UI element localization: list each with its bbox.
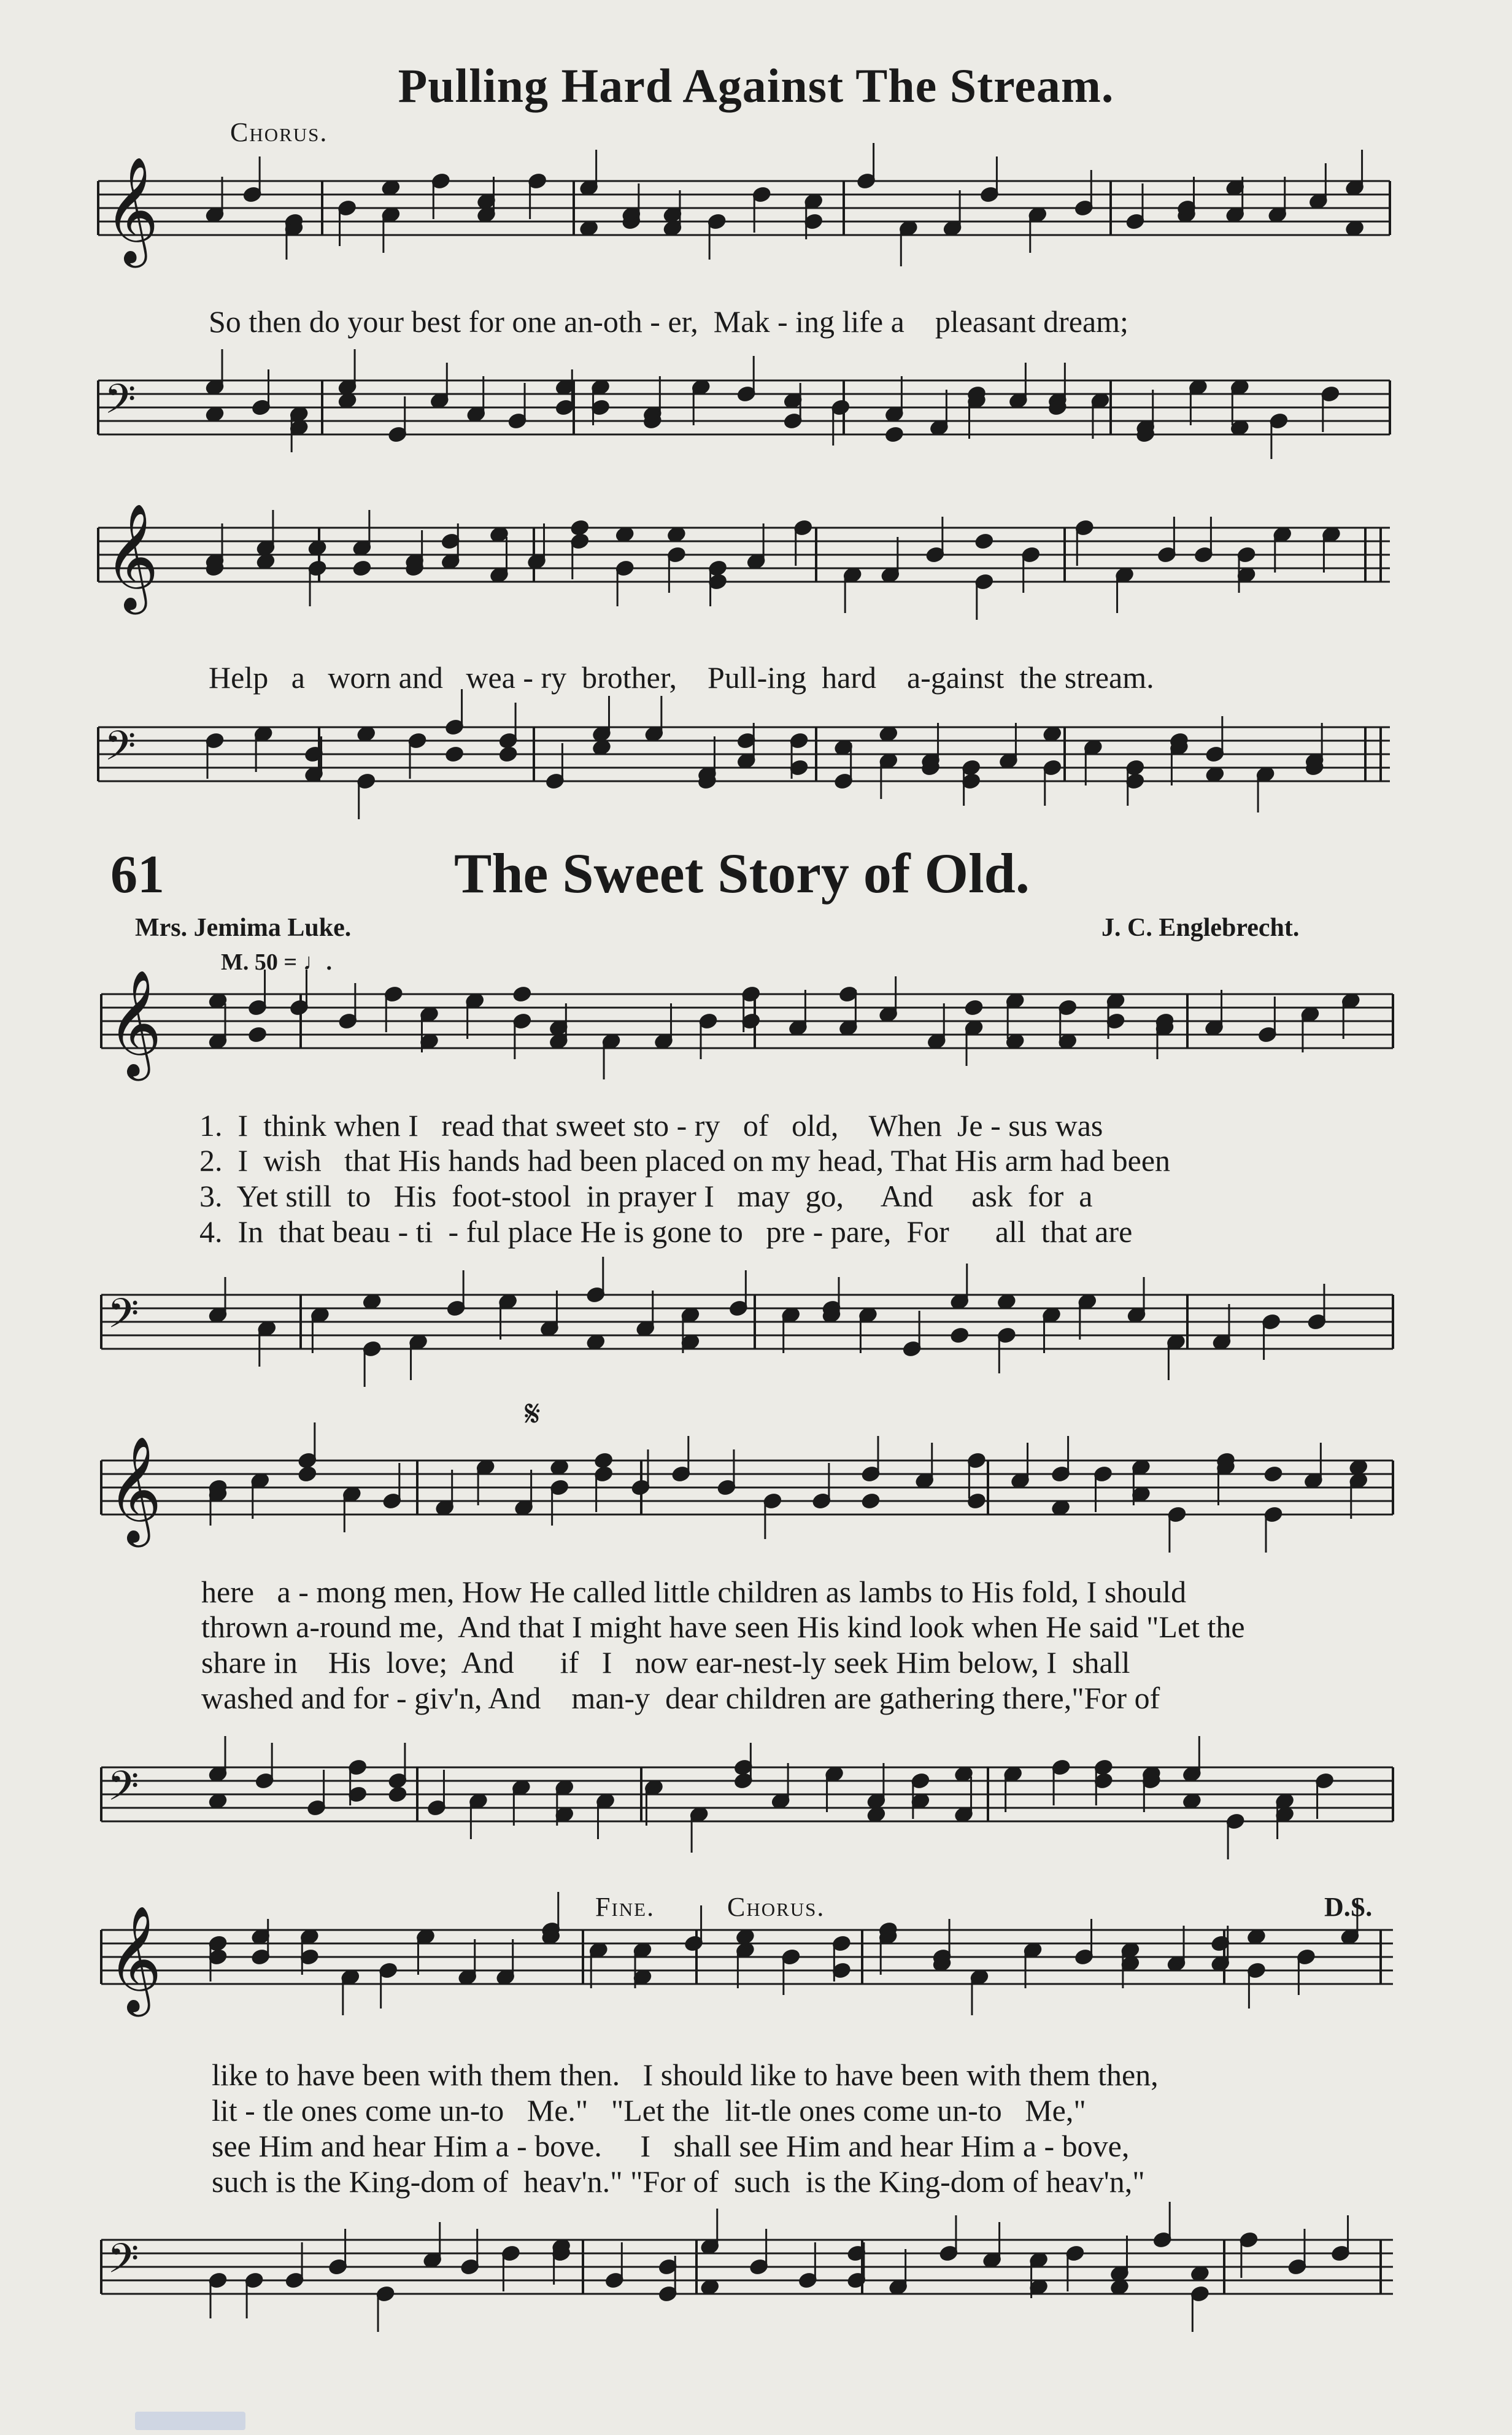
verse-line: lit - tle ones come un-to Me." "Let the lit-tle ones come un-to Me," bbox=[212, 2093, 1086, 2128]
lyricist: Mrs. Jemima Luke. bbox=[135, 914, 352, 942]
hymn-1-chorus-label: Chorus. bbox=[230, 117, 328, 147]
verse-line: see Him and hear Him a - bove. I shall see Him and hear Him a - bove, bbox=[212, 2129, 1130, 2163]
note-head bbox=[885, 426, 904, 443]
hymn-1-title: Pulling Hard Against The Stream. bbox=[398, 59, 1114, 112]
treble-clef: 𝄞 bbox=[104, 156, 159, 263]
note-head bbox=[974, 533, 993, 550]
composer: J. C. Englebrecht. bbox=[1101, 914, 1300, 942]
verse-line: 4. In that beau - ti - ful place He is gone to pre - pare, For all that are bbox=[199, 1214, 1133, 1249]
verse-line: thrown a-round me, And that I might have seen His kind look when He said "Let the bbox=[201, 1610, 1245, 1644]
treble-clef: 𝄞 bbox=[107, 1436, 162, 1543]
treble-clef: 𝄞 bbox=[104, 503, 159, 610]
bass-clef: 𝄢 bbox=[104, 376, 136, 433]
verse-line: 3. Yet still to His foot-stool in prayer I may go, And ask for a bbox=[199, 1179, 1093, 1213]
note-head bbox=[352, 560, 371, 577]
color-swatch bbox=[135, 2412, 245, 2430]
verse-line: like to have been with them then. I should like to have been with them then, bbox=[212, 2058, 1159, 2092]
verse-line: here a - mong men, How He called little children as lambs to His fold, I should bbox=[201, 1575, 1187, 1609]
hymn-2-title: The Sweet Story of Old. bbox=[454, 842, 1030, 905]
bass-clef: 𝄢 bbox=[107, 2235, 139, 2292]
note-head bbox=[594, 1452, 613, 1469]
verse-line: 1. I think when I read that sweet sto - ry of old, When Je - sus was bbox=[199, 1108, 1103, 1143]
treble-clef: 𝄞 bbox=[107, 1905, 162, 2012]
verse-line: washed and for - giv'n, And man-y dear children are gathering there,"For of bbox=[201, 1681, 1160, 1715]
note-head bbox=[498, 746, 517, 763]
hymn-number: 61 bbox=[110, 845, 164, 905]
treble-clef: 𝄞 bbox=[107, 970, 162, 1076]
note-head bbox=[445, 746, 464, 763]
fine-mark: Fine. bbox=[595, 1892, 655, 1922]
segno-sign: 𝄋 bbox=[525, 1394, 541, 1434]
note-head bbox=[964, 999, 983, 1016]
chorus-mark: Chorus. bbox=[727, 1892, 825, 1922]
note-head bbox=[861, 1492, 880, 1510]
note-head bbox=[298, 1465, 317, 1483]
note-head bbox=[570, 519, 589, 536]
bass-clef: 𝄢 bbox=[107, 1290, 139, 1347]
note-head bbox=[512, 986, 531, 1003]
tempo-marking: M. 50 = ♩. bbox=[221, 949, 333, 975]
verse-line: 2. I wish that His hands had been placed on my head, That His arm had been bbox=[199, 1143, 1171, 1178]
bass-clef: 𝄢 bbox=[104, 722, 136, 779]
ds-mark: D.S. bbox=[1324, 1892, 1373, 1922]
note-head bbox=[248, 1026, 267, 1043]
hymn-1-lyric-line: Help a worn and wea - ry brother, Pull-ing hard a-gainst the stream. bbox=[209, 660, 1154, 695]
verse-line: share in His love; And if I now ear-nest-ly seek Him below, I shall bbox=[201, 1645, 1130, 1680]
verse-line: such is the King-dom of heav'n." "For of such is the King-dom of heav'n," bbox=[212, 2164, 1145, 2199]
hymn-1-lyric-line: So then do your best for one an-oth - er, Mak - ing life a pleasant dream; bbox=[209, 304, 1128, 339]
note-head bbox=[950, 1327, 969, 1344]
bass-clef: 𝄢 bbox=[107, 1762, 139, 1819]
note-head bbox=[388, 1786, 407, 1803]
note-head bbox=[1263, 1465, 1282, 1483]
